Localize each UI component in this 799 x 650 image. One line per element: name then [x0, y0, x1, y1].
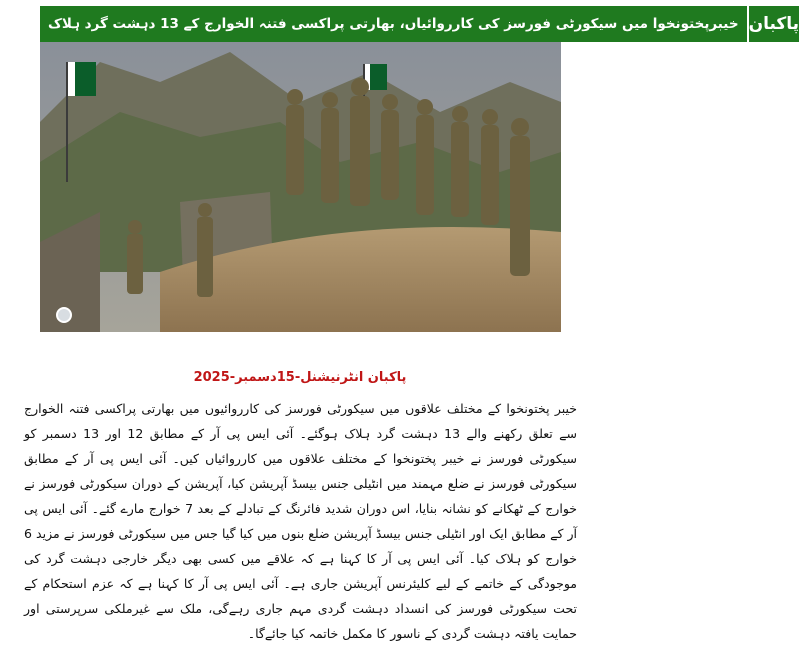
circle-logo-icon [56, 307, 72, 323]
article-body: خیبر پختونخوا کے مختلف علاقوں میں سیکورٹی فورسز کی کارروائیوں میں بھارتی پراکسی فتنہ الخوارج سے تعلق رکھنے والے 13 دہشت گرد ہلاک ہوگئے۔ آئی ایس پی آر کے مطابق 12 اور 13 دسمبر کو سیکورٹی فورسز نے خیبر پختونخوا کے مختلف علاقوں میں کارروائیاں کیں۔ آئی ایس پی آر کے مطابق سیکورٹی فورسز نے ضلع مہمند میں انٹیلی جنس بیسڈ آپریشن کیا، آپریشن کے دوران سیکورٹی فورسز نے خوارج کے ٹھکانے کو نشانہ بنایا، اس دوران شدید فائرنگ کے تبادلے کے بعد 7 خوارج مارے گئے۔ آئی ایس پی آر کے مطابق ایک اور انٹیلی جنس بیسڈ آپریشن ضلع بنوں میں کیا گیا جس میں سیکورٹی فورسز نے مزید 6 خوارج کو ہلاک کیا۔ آئی ایس پی آر کا کہنا ہے کہ علاقے میں کسی بھی دیگر خارجی دہشت گرد کی موجودگی کے خاتمے کے لیے کلیئرنس آپریشن جاری ہے۔ آئی ایس پی آر کا کہنا ہے کہ عزم استحکام کے تحت سیکورٹی فورسز کی انسداد دہشت گردی مہم جاری رہےگی، ملک سے غیرملکی سرپرستی اور حمایت یافتہ دہشت گردی کے ناسور کا مکمل خاتمہ کیا جائےگا۔ [24, 401, 578, 641]
header-strip [40, 6, 799, 42]
article-photo[interactable] [40, 42, 561, 332]
soldiers-photo-illustration [40, 42, 561, 332]
brand-logo[interactable]: پاکبان [747, 6, 799, 42]
headline[interactable]: خیبرپختونخوا میں سیکورٹی فورسز کی کارروائیاں، بھارتی پراکسی فتنہ الخوارج کے 13 دہشت گرد ہلاک [40, 6, 747, 42]
dateline: پاکبان انٹرنیشنل-15دسمبر-2025 [193, 370, 407, 385]
